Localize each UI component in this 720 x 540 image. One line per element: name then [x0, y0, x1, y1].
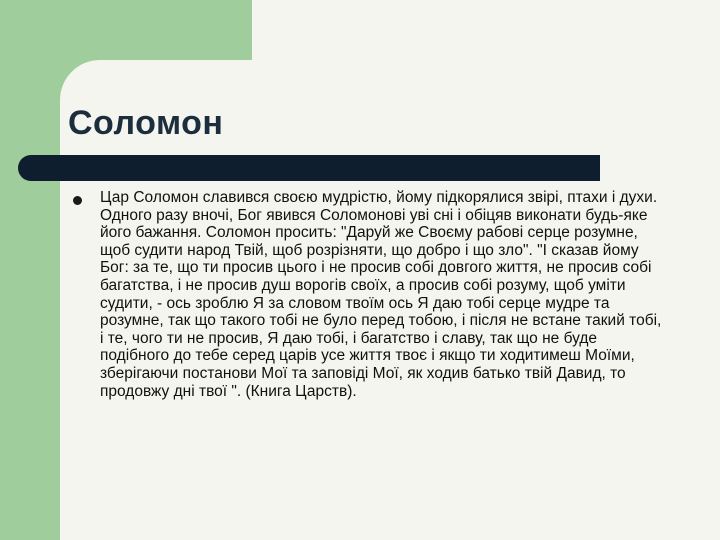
title-underline-bar [18, 155, 600, 181]
bullet-icon [73, 196, 82, 205]
slide-title: Соломон [68, 104, 224, 142]
bullet-text: Цар Соломон славився своєю мудрістю, йому підкорялися звірі, птахи і духи. Одного разу вночі, Бог явився Соломонові уві сні і обіцяв виконати будь-яке його бажання. Соломон просить: "Даруй же Своєму рабові серце розумне, щоб судити народ Твій, щоб розрізняти, що добро і що зло". "І сказав йому Бог: за те, що ти просив цього і не просив собі довгого життя, не просив собі багатства, і не просив душ ворогів своїх, а просив собі розуму, щоб уміти судити, - ось зроблю Я за словом твоїм ось Я даю тобі серце мудре та розумне, так що такого тобі не було перед тобою, і після не встане такий тобі, і те, чого ти не просив, Я даю тобі, і багатство і славу, так що не буде подібного до тебе серед царів усе життя твоє і якщо ти ходитимеш Моїми, зберігаючи постанови Мої та заповіді Мої, як ходив батько твій Давид, то продовжу дні твої ". (Книга Царств). [100, 189, 662, 400]
left-accent-band [0, 0, 60, 540]
top-accent-band [0, 0, 252, 60]
accent-corner [60, 60, 100, 100]
